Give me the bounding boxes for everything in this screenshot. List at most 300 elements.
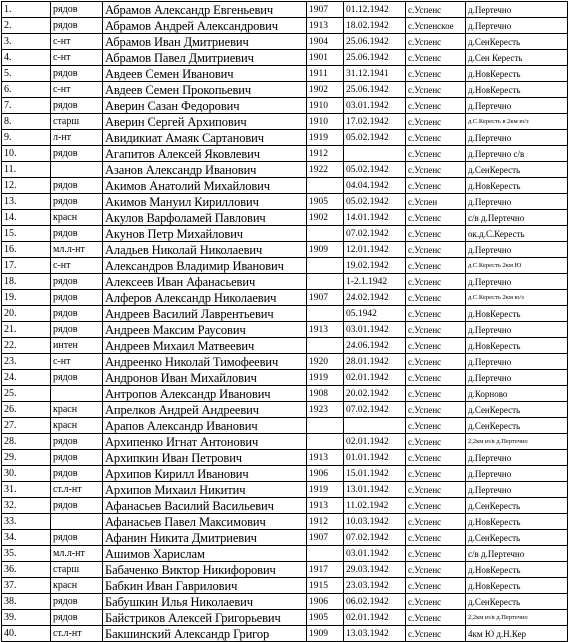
full-name-cell: Архипенко Игнат Антонович	[103, 434, 307, 450]
table-row	[2, 146, 568, 162]
row-number: 29.	[2, 450, 51, 466]
row-number: 10.	[2, 146, 51, 162]
table-row	[2, 290, 568, 306]
rank-cell: мл.л-нт	[51, 242, 103, 258]
birth-year-cell: 1923	[307, 402, 344, 418]
death-date-cell: 28.01.1942	[344, 354, 406, 370]
full-name-cell: Акулов Варфоламей Павлович	[103, 210, 307, 226]
rank-cell: рядов	[51, 290, 103, 306]
death-date-cell: 03.01.1942	[344, 322, 406, 338]
birth-year-cell: 1913	[307, 450, 344, 466]
table-row	[2, 498, 568, 514]
table-row	[2, 130, 568, 146]
death-date-cell: 02.01.1942	[344, 370, 406, 386]
table-row	[2, 66, 568, 82]
full-name-cell: Аладьев Николай Николаевич	[103, 242, 307, 258]
burial-place-cell: с/в д.Пертечно	[466, 546, 568, 562]
burial-place-cell: д.Пертечно	[466, 450, 568, 466]
birth-year-cell: 1922	[307, 162, 344, 178]
birth-year-cell	[307, 338, 344, 354]
row-number: 22.	[2, 338, 51, 354]
village-cell: с.Успенс	[406, 386, 466, 402]
birth-year-cell	[307, 274, 344, 290]
table-row	[2, 322, 568, 338]
table-row	[2, 530, 568, 546]
row-number: 24.	[2, 370, 51, 386]
row-number: 15.	[2, 226, 51, 242]
burial-place-cell: д.Пертечно	[466, 2, 568, 18]
table-row	[2, 578, 568, 594]
row-number: 18.	[2, 274, 51, 290]
birth-year-cell: 1909	[307, 242, 344, 258]
burial-place-cell: д.НовКересть	[466, 562, 568, 578]
village-cell: с.Успенс	[406, 546, 466, 562]
death-date-cell: 13.03.1942	[344, 626, 406, 642]
table-row	[2, 226, 568, 242]
death-date-cell: 14.01.1942	[344, 210, 406, 226]
death-date-cell	[344, 146, 406, 162]
burial-place-cell: д.Корново	[466, 386, 568, 402]
table-row	[2, 562, 568, 578]
burial-place-cell: д.С.Кересть 2км Ю	[466, 258, 568, 274]
village-cell: с.Успенс	[406, 530, 466, 546]
burial-place-cell: д.Пертечно	[466, 354, 568, 370]
birth-year-cell	[307, 546, 344, 562]
birth-year-cell	[307, 306, 344, 322]
rank-cell: рядов	[51, 498, 103, 514]
birth-year-cell	[307, 434, 344, 450]
rank-cell: с-нт	[51, 82, 103, 98]
full-name-cell: Байстриков Алексей Григорьевич	[103, 610, 307, 626]
full-name-cell: Абрамов Павел Дмитриевич	[103, 50, 307, 66]
full-name-cell: Антропов Александр Иванович	[103, 386, 307, 402]
burial-place-cell: д.СенКересть	[466, 498, 568, 514]
burial-place-cell: д.Пертечно	[466, 98, 568, 114]
rank-cell: рядов	[51, 2, 103, 18]
row-number: 23.	[2, 354, 51, 370]
village-cell: с.Успенс	[406, 514, 466, 530]
table-row	[2, 2, 568, 18]
table-row	[2, 34, 568, 50]
table-row	[2, 178, 568, 194]
rank-cell: рядов	[51, 434, 103, 450]
rank-cell: рядов	[51, 466, 103, 482]
rank-cell: рядов	[51, 146, 103, 162]
row-number: 14.	[2, 210, 51, 226]
village-cell: с.Успенс	[406, 562, 466, 578]
full-name-cell: Алексеев Иван Афанасьевич	[103, 274, 307, 290]
village-cell: с.Успен	[406, 194, 466, 210]
row-number: 40.	[2, 626, 51, 642]
table-row	[2, 514, 568, 530]
row-number: 35.	[2, 546, 51, 562]
full-name-cell: Андреенко Николай Тимофеевич	[103, 354, 307, 370]
burial-place-cell: д.НовКересть	[466, 66, 568, 82]
burial-place-cell: д.Пертечно с/в	[466, 146, 568, 162]
full-name-cell: Архипов Кирилл Иванович	[103, 466, 307, 482]
rank-cell: рядов	[51, 610, 103, 626]
row-number: 26.	[2, 402, 51, 418]
rank-cell: рядов	[51, 306, 103, 322]
death-date-cell: 24.02.1942	[344, 290, 406, 306]
birth-year-cell: 1919	[307, 130, 344, 146]
row-number: 13.	[2, 194, 51, 210]
table-row	[2, 82, 568, 98]
table-row	[2, 402, 568, 418]
rank-cell	[51, 514, 103, 530]
full-name-cell: Бабушкин Илья Николаевич	[103, 594, 307, 610]
death-date-cell: 23.03.1942	[344, 578, 406, 594]
rank-cell: старш	[51, 562, 103, 578]
full-name-cell: Афанасьев Павел Максимович	[103, 514, 307, 530]
roster-body	[2, 2, 568, 642]
birth-year-cell: 1913	[307, 498, 344, 514]
death-date-cell: 20.02.1942	[344, 386, 406, 402]
rank-cell: с-нт	[51, 34, 103, 50]
birth-year-cell: 1919	[307, 370, 344, 386]
row-number: 19.	[2, 290, 51, 306]
rank-cell: мл.л-нт	[51, 546, 103, 562]
death-date-cell: 17.02.1942	[344, 114, 406, 130]
birth-year-cell	[307, 418, 344, 434]
rank-cell: рядов	[51, 194, 103, 210]
village-cell: с.Успенс	[406, 466, 466, 482]
row-number: 27.	[2, 418, 51, 434]
burial-place-cell: д.Пертечно	[466, 482, 568, 498]
death-date-cell: 01.01.1942	[344, 450, 406, 466]
full-name-cell: Андреев Михаил Матвеевич	[103, 338, 307, 354]
full-name-cell: Агапитов Алексей Яковлевич	[103, 146, 307, 162]
table-row	[2, 546, 568, 562]
village-cell: с.Успенс	[406, 210, 466, 226]
birth-year-cell: 1917	[307, 562, 344, 578]
village-cell: с.Успенс	[406, 418, 466, 434]
burial-place-cell: д.СенКересть	[466, 162, 568, 178]
table-row	[2, 370, 568, 386]
village-cell: с.Успенс	[406, 354, 466, 370]
burial-place-cell: д.НовКересть	[466, 514, 568, 530]
death-date-cell: 07.02.1942	[344, 402, 406, 418]
row-number: 28.	[2, 434, 51, 450]
village-cell: с.Успенс	[406, 242, 466, 258]
death-date-cell: 13.01.1942	[344, 482, 406, 498]
birth-year-cell: 1907	[307, 2, 344, 18]
rank-cell	[51, 162, 103, 178]
burial-place-cell: д.НовКересть	[466, 338, 568, 354]
full-name-cell: Аверин Сергей Архипович	[103, 114, 307, 130]
full-name-cell: Акунов Петр Михайлович	[103, 226, 307, 242]
village-cell: с.Успенс	[406, 2, 466, 18]
table-row	[2, 482, 568, 498]
table-row	[2, 210, 568, 226]
rank-cell: рядов	[51, 66, 103, 82]
village-cell: с.Успенс	[406, 370, 466, 386]
row-number: 7.	[2, 98, 51, 114]
death-date-cell: 07.02.1942	[344, 226, 406, 242]
death-date-cell: 04.04.1942	[344, 178, 406, 194]
rank-cell: с-нт	[51, 258, 103, 274]
table-row	[2, 242, 568, 258]
birth-year-cell: 1902	[307, 210, 344, 226]
birth-year-cell: 1907	[307, 290, 344, 306]
burial-place-cell: д.СенКересть	[466, 402, 568, 418]
village-cell: с.Успенс	[406, 226, 466, 242]
burial-place-cell: д.Пертечно	[466, 130, 568, 146]
death-date-cell: 01.12.1942	[344, 2, 406, 18]
village-cell: с.Успенс	[406, 162, 466, 178]
full-name-cell: Арапов Александр Иванович	[103, 418, 307, 434]
death-date-cell: 05.02.1942	[344, 194, 406, 210]
full-name-cell: Ашимов Харислам	[103, 546, 307, 562]
full-name-cell: Азанов Александр Иванович	[103, 162, 307, 178]
full-name-cell: Андреев Василий Лаврентьевич	[103, 306, 307, 322]
row-number: 39.	[2, 610, 51, 626]
death-date-cell: 15.01.1942	[344, 466, 406, 482]
row-number: 31.	[2, 482, 51, 498]
death-date-cell: 03.01.1942	[344, 546, 406, 562]
burial-place-cell: д.НовКересть	[466, 578, 568, 594]
death-date-cell: 02.01.1942	[344, 434, 406, 450]
birth-year-cell	[307, 226, 344, 242]
birth-year-cell: 1901	[307, 50, 344, 66]
village-cell: с.Успенс	[406, 82, 466, 98]
death-date-cell: 05.02.1942	[344, 130, 406, 146]
rank-cell: с-нт	[51, 50, 103, 66]
birth-year-cell: 1904	[307, 34, 344, 50]
burial-place-cell: д.Пертечно	[466, 322, 568, 338]
birth-year-cell: 1910	[307, 98, 344, 114]
village-cell: с.Успенс	[406, 450, 466, 466]
full-name-cell: Бабкин Иван Гаврилович	[103, 578, 307, 594]
burial-place-cell: д.СенКересть	[466, 34, 568, 50]
birth-year-cell: 1910	[307, 114, 344, 130]
burial-place-cell: д.НовКересть	[466, 306, 568, 322]
death-date-cell: 18.02.1942	[344, 18, 406, 34]
village-cell: с.Успенс	[406, 498, 466, 514]
birth-year-cell: 1913	[307, 18, 344, 34]
death-date-cell: 06.02.1942	[344, 594, 406, 610]
village-cell: с.Успенское	[406, 18, 466, 34]
birth-year-cell: 1907	[307, 530, 344, 546]
burial-place-cell: д.Пертечно	[466, 18, 568, 34]
full-name-cell: Алферов Александр Николаевич	[103, 290, 307, 306]
village-cell: с.Успенс	[406, 34, 466, 50]
village-cell: с.Успенс	[406, 274, 466, 290]
death-date-cell: 05.02.1942	[344, 162, 406, 178]
burial-place-cell: д.Пертечно	[466, 242, 568, 258]
birth-year-cell: 1911	[307, 66, 344, 82]
full-name-cell: Авдеев Семен Прокопьевич	[103, 82, 307, 98]
row-number: 4.	[2, 50, 51, 66]
village-cell: с.Успенс	[406, 626, 466, 642]
row-number: 5.	[2, 66, 51, 82]
rank-cell: ст.л-нт	[51, 626, 103, 642]
rank-cell	[51, 386, 103, 402]
birth-year-cell: 1912	[307, 514, 344, 530]
table-row	[2, 162, 568, 178]
birth-year-cell: 1906	[307, 594, 344, 610]
burial-place-cell: д.СенКересть	[466, 530, 568, 546]
birth-year-cell: 1912	[307, 146, 344, 162]
rank-cell: старш	[51, 114, 103, 130]
full-name-cell: Андреев Максим Раусович	[103, 322, 307, 338]
full-name-cell: Абрамов Андрей Александрович	[103, 18, 307, 34]
rank-cell: красн	[51, 578, 103, 594]
full-name-cell: Афанасьев Василий Васильевич	[103, 498, 307, 514]
row-number: 16.	[2, 242, 51, 258]
rank-cell: л-нт	[51, 130, 103, 146]
row-number: 32.	[2, 498, 51, 514]
row-number: 33.	[2, 514, 51, 530]
village-cell: с.Успенс	[406, 578, 466, 594]
row-number: 9.	[2, 130, 51, 146]
birth-year-cell: 1905	[307, 610, 344, 626]
death-date-cell: 19.02.1942	[344, 258, 406, 274]
birth-year-cell: 1919	[307, 482, 344, 498]
rank-cell: красн	[51, 402, 103, 418]
village-cell: с.Успенс	[406, 594, 466, 610]
burial-place-cell: д.Пертечно	[466, 274, 568, 290]
full-name-cell: Авдеев Семен Иванович	[103, 66, 307, 82]
village-cell: с.Успенс	[406, 258, 466, 274]
rank-cell: рядов	[51, 450, 103, 466]
village-cell: с.Успенс	[406, 610, 466, 626]
rank-cell: рядов	[51, 370, 103, 386]
death-date-cell: 07.02.1942	[344, 530, 406, 546]
village-cell: с.Успенс	[406, 114, 466, 130]
rank-cell: рядов	[51, 594, 103, 610]
burial-place-cell: 2,2км ю/в д.Пертечно	[466, 610, 568, 626]
table-row	[2, 338, 568, 354]
row-number: 1.	[2, 2, 51, 18]
full-name-cell: Абрамов Иван Дмитриевич	[103, 34, 307, 50]
village-cell: с.Успенс	[406, 146, 466, 162]
row-number: 34.	[2, 530, 51, 546]
row-number: 2.	[2, 18, 51, 34]
rank-cell: ст.л-нт	[51, 482, 103, 498]
death-date-cell: 11.02.1942	[344, 498, 406, 514]
burial-place-cell: д.НовКересть	[466, 178, 568, 194]
birth-year-cell: 1909	[307, 626, 344, 642]
death-date-cell: 25.06.1942	[344, 82, 406, 98]
table-row	[2, 450, 568, 466]
table-row	[2, 98, 568, 114]
row-number: 12.	[2, 178, 51, 194]
village-cell: с.Успенс	[406, 482, 466, 498]
table-row	[2, 354, 568, 370]
full-name-cell: Абрамов Александр Евгеньевич	[103, 2, 307, 18]
burial-place-cell: д.Пертечно	[466, 466, 568, 482]
birth-year-cell: 1902	[307, 82, 344, 98]
burial-place-cell: д.С.Кересть в 2км ю/з	[466, 114, 568, 130]
burial-place-cell: д.СенКересть	[466, 594, 568, 610]
village-cell: с.Успенс	[406, 178, 466, 194]
rank-cell: рядов	[51, 322, 103, 338]
birth-year-cell: 1920	[307, 354, 344, 370]
burial-place-cell: с/в д.Пертечно	[466, 210, 568, 226]
full-name-cell: Александров Владимир Иванович	[103, 258, 307, 274]
full-name-cell: Бабаченко Виктор Никифорович	[103, 562, 307, 578]
village-cell: с.Успенс	[406, 338, 466, 354]
row-number: 6.	[2, 82, 51, 98]
table-row	[2, 386, 568, 402]
full-name-cell: Авидикиат Амаяк Сартанович	[103, 130, 307, 146]
death-date-cell	[344, 418, 406, 434]
row-number: 8.	[2, 114, 51, 130]
village-cell: с.Успенс	[406, 66, 466, 82]
full-name-cell: Архипов Михаил Никитич	[103, 482, 307, 498]
full-name-cell: Бакшинский Александр Григор	[103, 626, 307, 642]
table-row	[2, 274, 568, 290]
table-row	[2, 434, 568, 450]
row-number: 17.	[2, 258, 51, 274]
rank-cell: рядов	[51, 226, 103, 242]
death-date-cell: 02.01.1942	[344, 610, 406, 626]
full-name-cell: Акимов Анатолий Михайлович	[103, 178, 307, 194]
full-name-cell: Аверин Сазан Федорович	[103, 98, 307, 114]
table-row	[2, 626, 568, 642]
row-number: 25.	[2, 386, 51, 402]
death-date-cell: 10.03.1942	[344, 514, 406, 530]
row-number: 38.	[2, 594, 51, 610]
death-date-cell: 05.1942	[344, 306, 406, 322]
rank-cell: красн	[51, 418, 103, 434]
rank-cell: рядов	[51, 274, 103, 290]
table-row	[2, 18, 568, 34]
rank-cell: рядов	[51, 18, 103, 34]
full-name-cell: Апрелков Андрей Андреевич	[103, 402, 307, 418]
rank-cell: рядов	[51, 530, 103, 546]
death-date-cell: 25.06.1942	[344, 34, 406, 50]
birth-year-cell: 1908	[307, 386, 344, 402]
birth-year-cell	[307, 258, 344, 274]
burial-place-cell: д.Пертечно	[466, 194, 568, 210]
table-row	[2, 50, 568, 66]
village-cell: с.Успенс	[406, 322, 466, 338]
row-number: 36.	[2, 562, 51, 578]
rank-cell: рядов	[51, 178, 103, 194]
village-cell: с.Успенс	[406, 130, 466, 146]
death-date-cell: 25.06.1942	[344, 50, 406, 66]
table-row	[2, 418, 568, 434]
burial-place-cell: ок.д.С.Кересть	[466, 226, 568, 242]
village-cell: с.Успенс	[406, 98, 466, 114]
birth-year-cell: 1905	[307, 194, 344, 210]
death-date-cell: 31.12.1941	[344, 66, 406, 82]
row-number: 20.	[2, 306, 51, 322]
birth-year-cell: 1906	[307, 466, 344, 482]
burial-roster-table	[1, 1, 568, 642]
full-name-cell: Акимов Мануил Кириллович	[103, 194, 307, 210]
table-row	[2, 594, 568, 610]
village-cell: с.Успенс	[406, 290, 466, 306]
table-row	[2, 466, 568, 482]
rank-cell: с-нт	[51, 354, 103, 370]
rank-cell: интен	[51, 338, 103, 354]
rank-cell: красн	[51, 210, 103, 226]
burial-place-cell: д.НовКересть	[466, 82, 568, 98]
row-number: 37.	[2, 578, 51, 594]
death-date-cell: 03.01.1942	[344, 98, 406, 114]
death-date-cell: 12.01.1942	[344, 242, 406, 258]
row-number: 3.	[2, 34, 51, 50]
burial-place-cell: д.Пертечно	[466, 370, 568, 386]
death-date-cell: 29.03.1942	[344, 562, 406, 578]
full-name-cell: Архипкин Иван Петрович	[103, 450, 307, 466]
full-name-cell: Афанин Никита Дмитриевич	[103, 530, 307, 546]
birth-year-cell: 1915	[307, 578, 344, 594]
burial-place-cell: 4км Ю д.Н.Кер	[466, 626, 568, 642]
